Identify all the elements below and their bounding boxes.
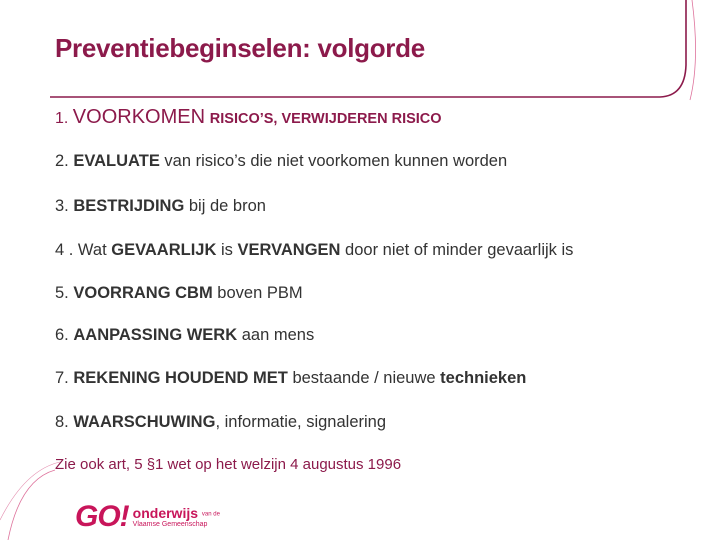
principle-8-rest: , informatie, signalering [215,413,387,431]
principle-1-rest: RISICO’S, VERWIJDEREN RISICO [209,111,442,127]
principle-7 [55,369,526,388]
principle-3-rest: bij de bron [184,197,266,215]
principle-2 [55,152,507,171]
principle-2-num: 2. [55,152,74,170]
logo-wordmark [133,506,220,528]
go-onderwijs-logo [75,499,220,535]
principle-2-keyword: EVALUATE [73,152,160,170]
go-logo-mark: GO! [75,500,129,533]
logo-main-text [133,506,220,520]
principle-4 [55,241,573,260]
principle-6-num: 6. [55,326,74,344]
principle-8-num: 8. [55,413,74,431]
principle-8-keyword: WAARSCHUWING [73,413,216,431]
principle-6 [55,326,314,345]
principle-4-rest: door niet of minder gevaarlijk is [340,241,574,259]
legal-reference: Zie ook art, 5 §1 wet op het welzijn 4 augustus 1996 [55,456,402,473]
principle-7-num: 7. [55,369,74,387]
principle-2-rest: van risico’s die niet voorkomen kunnen worden [159,152,508,170]
slide-title: Preventiebeginselen: volgorde [55,33,425,63]
principle-3-keyword: BESTRIJDING [73,197,185,215]
principle-4-mid: is [216,241,238,259]
principle-5 [55,284,303,303]
principle-1 [55,106,442,129]
principle-5-num: 5. [55,284,74,302]
principle-7-mid: bestaande / nieuwe [287,369,441,387]
principle-3-num: 3. [55,197,74,215]
principle-5-keyword: VOORRANG CBM [73,284,213,302]
principle-1-num: 1. [55,110,73,127]
principle-4-keyword-b: VERVANGEN [237,241,341,259]
logo-van-de: van de [201,511,220,518]
principle-4-keyword-a: GEVAARLIJK [111,241,217,259]
principle-4-num: 4 . Wat [55,241,112,259]
logo-subtext: Vlaamse Gemeenschap [132,521,208,528]
principle-7-keyword-a: REKENING HOUDEND MET [73,369,288,387]
principle-3 [55,197,266,216]
principle-5-rest: boven PBM [212,284,303,302]
principle-7-keyword-b: technieken [440,369,527,387]
principle-6-rest: aan mens [237,326,315,344]
principle-8 [55,413,386,432]
principle-1-keyword: VOORKOMEN [72,106,206,128]
logo-onderwijs: onderwijs [132,505,199,521]
principle-6-keyword: AANPASSING WERK [73,326,238,344]
